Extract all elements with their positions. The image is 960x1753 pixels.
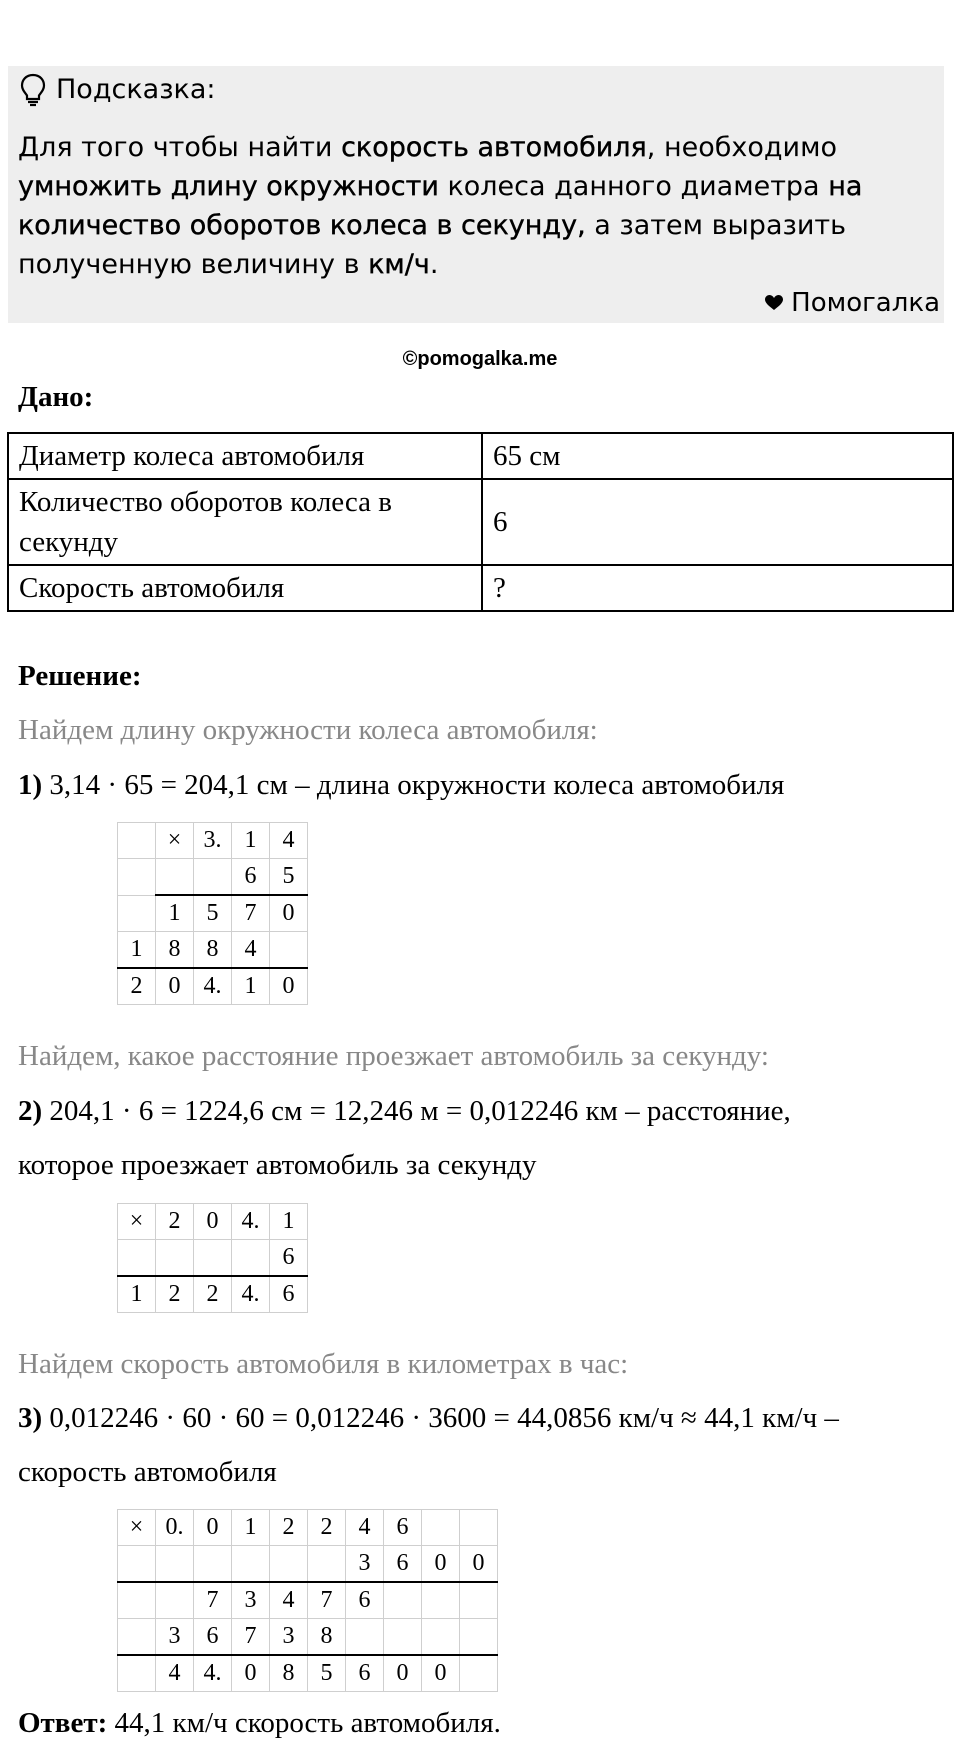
grid-row [118, 1582, 498, 1619]
grid-cell: 3. [194, 823, 232, 859]
grid-cell: 2 [308, 1510, 346, 1546]
grid-cell: 2 [118, 968, 156, 1005]
grid-cell [194, 1546, 232, 1583]
grid-cell: 0 [384, 1655, 422, 1692]
copyright: ©pomogalka.me [402, 348, 558, 370]
grid-cell [346, 1619, 384, 1656]
grid-cell: 1 [118, 932, 156, 969]
grid-cell: 2 [156, 1204, 194, 1240]
grid-cell: 0 [270, 968, 308, 1005]
table-cell: Диаметр колеса автомобиля [8, 433, 482, 479]
hint-fragment: . [429, 249, 439, 280]
grid-cell [270, 932, 308, 969]
grid-row [118, 932, 308, 969]
grid-cell: 6 [346, 1655, 384, 1692]
grid-cell [384, 1582, 422, 1619]
hint-fragment: Для того чтобы найти [18, 132, 342, 163]
grid-cell: 3 [232, 1582, 270, 1619]
grid-cell: 4 [156, 1655, 194, 1692]
grid-row [118, 823, 308, 859]
table-row [8, 565, 953, 611]
grid-cell: 2 [270, 1510, 308, 1546]
brand-label [765, 286, 940, 320]
hint-text [18, 128, 938, 284]
step1-line [18, 767, 784, 803]
grid-cell: 1 [156, 895, 194, 932]
grid-cell: 4. [232, 1276, 270, 1313]
given-heading: Дано: [18, 381, 94, 413]
given-table [7, 432, 954, 612]
grid-row [118, 968, 308, 1005]
grid-cell: × [118, 1510, 156, 1546]
grid-cell [118, 1619, 156, 1656]
grid-cell [118, 859, 156, 896]
grid-cell [118, 1240, 156, 1277]
grid-cell: 7 [232, 895, 270, 932]
grid-cell [194, 1240, 232, 1277]
grid-cell [422, 1582, 460, 1619]
multiplication-grid-3 [117, 1509, 498, 1692]
grid-row [118, 1655, 498, 1692]
grid-cell: 7 [232, 1619, 270, 1656]
brand-name: Помогалка [791, 288, 940, 318]
grid-cell: 1 [118, 1276, 156, 1313]
grid-cell [422, 1510, 460, 1546]
grid-row [118, 1276, 308, 1313]
grid-cell [270, 1546, 308, 1583]
answer-text: 44,1 км/ч скорость автомобиля. [107, 1707, 501, 1739]
grid-cell [156, 1546, 194, 1583]
lightbulb-icon [20, 73, 46, 107]
answer-line [18, 1705, 501, 1741]
grid-cell: 7 [194, 1582, 232, 1619]
table-cell: 65 см [482, 433, 953, 479]
grid-row [118, 1510, 498, 1546]
hint-fragment: колеса данного диаметра [438, 171, 829, 202]
grid-row [118, 895, 308, 932]
multiplication-grid-2 [117, 1203, 308, 1313]
grid-cell: 6 [270, 1276, 308, 1313]
grid-cell: 4. [194, 1655, 232, 1692]
step1-intro: Найдем длину окружности колеса автомобиля: [18, 714, 598, 746]
step2-intro: Найдем, какое расстояние проезжает автомобиль за секунду: [18, 1040, 769, 1072]
grid-cell: 6 [270, 1240, 308, 1277]
hint-emphasis: скорость автомобиля [341, 132, 647, 163]
grid-cell: 5 [308, 1655, 346, 1692]
grid-cell: 6 [384, 1510, 422, 1546]
grid-cell [460, 1619, 498, 1656]
hint-fragment: а затем выразить полученную величину в [18, 210, 847, 280]
grid-cell [232, 1546, 270, 1583]
grid-cell: 2 [156, 1276, 194, 1313]
hint-emphasis: умножить длину окружности [18, 171, 439, 202]
grid-cell: 6 [346, 1582, 384, 1619]
step3-line-2: скорость автомобиля [18, 1456, 277, 1488]
grid-cell: 1 [232, 968, 270, 1005]
grid-cell: 0 [156, 968, 194, 1005]
grid-cell: 3 [346, 1546, 384, 1583]
grid-cell: 4 [270, 823, 308, 859]
grid-cell [460, 1510, 498, 1546]
grid-cell: 0 [194, 1204, 232, 1240]
grid-cell: × [156, 823, 194, 859]
grid-cell [384, 1619, 422, 1656]
step2-line [18, 1093, 791, 1129]
multiplication-grid-1 [117, 822, 308, 1005]
hint-emphasis: км/ч [368, 249, 430, 280]
table-cell: Скорость автомобиля [8, 565, 482, 611]
answer-label: Ответ: [18, 1707, 108, 1739]
solution-heading: Решение: [18, 660, 142, 692]
grid-cell: 2 [194, 1276, 232, 1313]
grid-row [118, 1546, 498, 1583]
grid-cell [118, 895, 156, 932]
grid-cell: 8 [156, 932, 194, 969]
table-cell: 6 [482, 479, 953, 565]
grid-cell: 5 [194, 895, 232, 932]
grid-cell [156, 1240, 194, 1277]
grid-cell [118, 823, 156, 859]
grid-cell: 4. [232, 1204, 270, 1240]
grid-cell: 3 [156, 1619, 194, 1656]
grid-cell: 0 [270, 895, 308, 932]
step-text: 0,012246 · 60 · 60 = 0,012246 · 3600 = 44,0856 км/ч ≈ 44,1 км/ч – [42, 1402, 839, 1434]
table-cell: ? [482, 565, 953, 611]
grid-cell: 1 [232, 1510, 270, 1546]
grid-cell: 0. [156, 1510, 194, 1546]
grid-cell: 6 [232, 859, 270, 896]
grid-cell: 0 [194, 1510, 232, 1546]
hint-header [20, 72, 216, 108]
grid-cell: 7 [308, 1582, 346, 1619]
hint-fragment: , необходимо [646, 132, 837, 163]
grid-cell: 6 [194, 1619, 232, 1656]
step3-intro: Найдем скорость автомобиля в километрах в час: [18, 1348, 629, 1380]
step-number: 2) [18, 1095, 43, 1127]
grid-cell [460, 1655, 498, 1692]
grid-cell [118, 1655, 156, 1692]
grid-cell: 0 [422, 1546, 460, 1583]
grid-cell [118, 1582, 156, 1619]
grid-cell [156, 859, 194, 896]
grid-cell: 8 [194, 932, 232, 969]
grid-cell [118, 1546, 156, 1583]
grid-row [118, 1240, 308, 1277]
grid-cell: 0 [460, 1546, 498, 1583]
grid-cell [232, 1240, 270, 1277]
hint-emphasis: на количество оборотов колеса в секунду, [18, 171, 863, 241]
grid-cell [156, 1582, 194, 1619]
grid-cell [422, 1619, 460, 1656]
grid-row [118, 1204, 308, 1240]
grid-cell: 0 [422, 1655, 460, 1692]
step-text: 204,1 · 6 = 1224,6 см = 12,246 м = 0,012246 км – расстояние, [42, 1095, 791, 1127]
step2-line-2: которое проезжает автомобиль за секунду [18, 1149, 537, 1181]
grid-cell: 4 [232, 932, 270, 969]
grid-cell: 4 [270, 1582, 308, 1619]
step-number: 1) [18, 769, 43, 801]
grid-cell: 6 [384, 1546, 422, 1583]
grid-row [118, 859, 308, 896]
grid-cell [460, 1582, 498, 1619]
grid-cell: 0 [232, 1655, 270, 1692]
grid-cell: 8 [270, 1655, 308, 1692]
grid-cell [194, 859, 232, 896]
grid-cell: 1 [232, 823, 270, 859]
grid-cell: 4 [346, 1510, 384, 1546]
grid-cell: × [118, 1204, 156, 1240]
grid-row [118, 1619, 498, 1656]
table-cell: Количество оборотов колеса в секунду [8, 479, 482, 565]
step-number: 3) [18, 1402, 43, 1434]
table-row [8, 479, 953, 565]
step-text: 3,14 · 65 = 204,1 см – длина окружности колеса автомобиля [42, 769, 785, 801]
hint-title: Подсказка: [56, 74, 216, 105]
grid-cell: 8 [308, 1619, 346, 1656]
step3-line [18, 1400, 839, 1436]
grid-cell: 3 [270, 1619, 308, 1656]
grid-cell: 1 [270, 1204, 308, 1240]
grid-cell: 4. [194, 968, 232, 1005]
grid-cell [308, 1546, 346, 1583]
grid-cell: 5 [270, 859, 308, 896]
table-row [8, 433, 953, 479]
heart-icon [765, 295, 783, 311]
